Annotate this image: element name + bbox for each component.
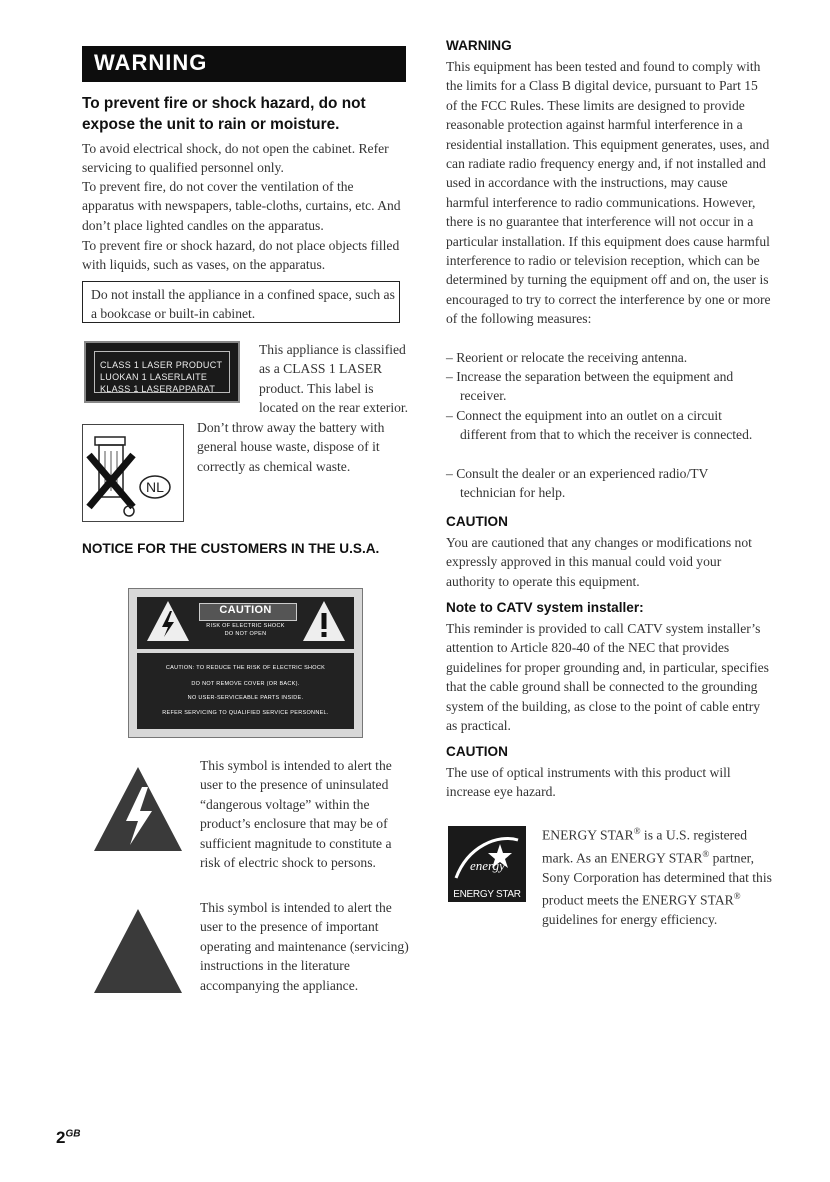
measure-2: – Increase the separation between the equipment and receiver. — [446, 369, 734, 404]
fcc-warning-heading: WARNING — [446, 38, 512, 53]
laser-class-text: This appliance is classified as a CLASS 1 LASER product. This label is located on the rear exterior. — [259, 342, 409, 416]
fcc-warning-text: This equipment has been tested and found to comply with the limits for a Class B digital device, pursuant to Part 15 of the FCC Rules. These limits are designed to provide reasonable protection against harmful interference in a residential installation. This equipment generates, uses, and can radiate radio frequency energy and, if not installed and used in accordance with the instructions, may cause harmful interference to radio communications. However, there is no guarantee that interference will not occur in a particular installation. If this equipment does cause harmful interference to radio or television reception, which can be determined by turning the equipment off and on, the user is encouraged to try to correct the interference by one or more of the following measures: — [446, 59, 771, 327]
laser-label-line-2: LUOKAN 1 LASERLAITE — [100, 372, 208, 382]
laser-label-line-3: KLASS 1 LASERAPPARAT — [100, 384, 216, 394]
caution-label-line-2: DO NOT REMOVE COVER (OR BACK). — [191, 681, 300, 687]
energy-star-logo — [448, 826, 526, 902]
caution2-heading: CAUTION — [446, 744, 508, 759]
caution-label-line-3: NO USER-SERVICEABLE PARTS INSIDE. — [187, 695, 304, 701]
nl-label: NL — [146, 479, 164, 495]
energy-star-icon — [448, 826, 526, 888]
warning-banner-text: WARNING — [94, 50, 208, 75]
caution2-text: The use of optical instruments with this product will increase eye hazard. — [446, 765, 731, 800]
caution-label-line-4: REFER SERVICING TO QUALIFIED SERVICE PERSONNEL. — [162, 710, 329, 716]
exclamation-triangle-icon — [92, 907, 184, 995]
caution-label-image — [128, 588, 363, 738]
fire-shock-heading: To prevent fire or shock hazard, do not expose the unit to rain or moisture. — [82, 95, 366, 133]
caution-label-title: CAUTION — [219, 604, 272, 616]
battery-text: Don’t throw away the battery with general house waste, dispose of it correctly as chemical waste. — [197, 420, 385, 474]
ventilation-paragraph: To prevent fire, do not cover the ventilation of the apparatus with newspapers, table-cloths, curtains, etc. And don’t place lighted candles on the apparatus. — [82, 179, 401, 233]
crossed-bin-icon — [83, 425, 183, 521]
install-note-text: Do not install the appliance in a confined space, such as a bookcase or built-in cabinet. — [91, 287, 395, 322]
symbol2-text: This symbol is intended to alert the user to the presence of important operating and maintenance (servicing) instructions in the literature accompanying the appliance. — [200, 900, 409, 993]
caution1-text: You are cautioned that any changes or modifications not expressly approved in this manual could void your authority to operate this equipment. — [446, 535, 752, 589]
notice-usa-heading: NOTICE FOR THE CUSTOMERS IN THE U.S.A. — [82, 541, 380, 556]
energy-star-text: ENERGY STAR® is a U.S. registered mark. As an ENERGY STAR® partner, Sony Corporation has determined that this product meets the ENERGY STAR® guidelines for energy efficiency. — [542, 826, 772, 928]
caution-label-sub2: DO NOT OPEN — [224, 631, 267, 637]
catv-heading: Note to CATV system installer: — [446, 600, 644, 615]
measure-3: – Connect the equipment into an outlet on a circuit different from that to which the receiver is connected. — [446, 408, 753, 443]
cabinet-paragraph: To avoid electrical shock, do not open the cabinet. Refer servicing to qualified personnel only. — [82, 141, 389, 176]
energy-star-logo-text: ENERGY STAR — [453, 889, 521, 900]
laser-label-line-1: CLASS 1 LASER PRODUCT — [100, 360, 223, 370]
catv-text: This reminder is provided to call CATV system installer’s attention to Article 820-40 of the NEC that provides guidelines for proper grounding and, in particular, specifies that the cable ground shall be connected to the grounding system of the building, as close to the point of cable entry as practical. — [446, 621, 769, 734]
liquids-paragraph: To prevent fire or shock hazard, do not place objects filled with liquids, such as vases, on the apparatus. — [82, 238, 400, 273]
caution-label-sub1: RISK OF ELECTRIC SHOCK — [206, 623, 285, 629]
caution-label-line-1: CAUTION: TO REDUCE THE RISK OF ELECTRIC SHOCK — [165, 665, 326, 671]
svg-text:energy: energy — [470, 858, 505, 873]
caution1-heading: CAUTION — [446, 514, 508, 529]
battery-disposal-image — [82, 424, 184, 522]
install-note-box — [82, 281, 400, 323]
measure-1: – Reorient or relocate the receiving antenna. — [446, 350, 688, 365]
class1-laser-label — [84, 341, 240, 403]
measure-4: – Consult the dealer or an experienced radio/TV technician for help. — [446, 466, 709, 501]
symbol1-text: This symbol is intended to alert the user to the presence of uninsulated “dangerous voltage” within the product’s enclosure that may be of sufficient magnitude to constitute a risk of electric shock to persons. — [200, 758, 392, 871]
warning-banner — [82, 46, 406, 82]
lightning-triangle-icon — [92, 765, 184, 853]
page-number: $2^{GB}$ — [56, 1128, 81, 1147]
